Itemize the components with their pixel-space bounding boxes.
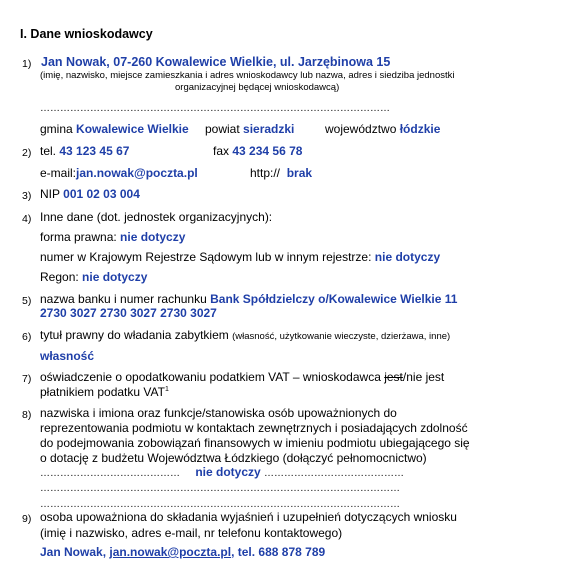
powiat-row <box>205 122 294 136</box>
regon-label: Regon: <box>40 270 79 284</box>
gmina-label: gmina <box>40 122 73 136</box>
title-value: własność <box>40 349 95 363</box>
regon-row <box>40 270 147 284</box>
tel-value: 43 123 45 67 <box>59 144 130 158</box>
item-number-1: 1) <box>22 58 32 70</box>
krs-row <box>40 250 440 264</box>
wojewodztwo-label: województwo <box>325 122 397 136</box>
vat-text-b: /nie jest <box>402 370 445 384</box>
gmina-row <box>40 122 189 136</box>
forma-label: forma prawna: <box>40 230 117 244</box>
applicant-hint-2: organizacyjnej będącej wnioskodawcą) <box>175 82 340 93</box>
vat-line-1 <box>40 370 444 384</box>
persons-value: nie dotyczy <box>195 465 261 479</box>
bank-label: nazwa banku i numer rachunku <box>40 292 207 306</box>
contact-person-line-1: osoba upoważniona do składania wyjaśnień i uzupełnień dotyczących wniosku <box>40 510 457 524</box>
item-number-5: 5) <box>22 295 32 307</box>
section-title: I. Dane wnioskodawcy <box>20 27 153 41</box>
fax-label: fax <box>213 144 230 158</box>
title-hint: (własność, użytkowanie wieczyste, dzierżawa, inne) <box>232 331 451 342</box>
applicant-address: Jan Nowak, 07-260 Kowalewice Wielkie, ul. Jarzębinowa 15 <box>41 55 391 69</box>
item-number-6: 6) <box>22 331 32 343</box>
title-row <box>40 328 450 342</box>
item-number-8: 8) <box>22 409 32 421</box>
tel-label: tel. <box>40 144 57 158</box>
tel-row <box>40 144 129 158</box>
bank-row <box>40 292 457 306</box>
wojewodztwo-value: łódzkie <box>399 122 441 136</box>
fax-row <box>213 144 302 158</box>
http-label: http:// <box>250 166 281 180</box>
item-number-3: 3) <box>22 190 32 202</box>
contact-person-row <box>40 545 325 559</box>
http-value: brak <box>286 166 313 180</box>
forma-row <box>40 230 185 244</box>
email-value: jan.nowak@poczta.pl <box>76 166 198 180</box>
persons-dots-b: …………………………………… <box>264 468 405 479</box>
persons-line-2: reprezentowania podmiotu w kontaktach zewnętrznych i posiadających zdolność <box>40 421 468 435</box>
applicant-hint-1: (imię, nazwisko, miejsce zamieszkania i adres wnioskodawcy lub nazwa, adres i siedziba jednostki <box>40 70 455 81</box>
regon-value: nie dotyczy <box>82 270 148 284</box>
item-number-9: 9) <box>22 513 32 525</box>
nip-value: 001 02 03 004 <box>63 187 140 201</box>
title-label: tytuł prawny do władania zabytkiem <box>40 328 229 342</box>
vat-text-a: oświadczenie o opodatkowaniu podatkiem VAT – wnioskodawca <box>40 370 381 384</box>
vat-line-2 <box>40 385 169 399</box>
persons-dots-a: …………………………………… <box>40 468 180 479</box>
krs-value: nie dotyczy <box>374 250 441 264</box>
wojewodztwo-row <box>325 122 440 136</box>
nip-label: NIP <box>40 187 60 201</box>
item-number-7: 7) <box>22 373 32 385</box>
persons-dotted-line-1: ……………………………………………………………………………………………… <box>40 483 400 494</box>
vat-struck-word: jest <box>384 370 403 384</box>
http-row <box>250 166 312 180</box>
krs-label: numer w Krajowym Rejestrze Sądowym lub w innym rejestrze: <box>40 250 372 264</box>
persons-line-4: o dotację z budżetu Województwa Łódzkiego (dołączyć pełnomocnictwo) <box>40 451 427 465</box>
contact-person-phone: , tel. 688 878 789 <box>231 545 326 559</box>
vat-line-2-text: płatnikiem podatku VAT <box>40 385 165 399</box>
email-label: e-mail: <box>40 166 77 180</box>
fax-value: 43 234 56 78 <box>232 144 303 158</box>
nip-row <box>40 187 140 201</box>
contact-person-line-2: (imię i nazwisko, adres e-mail, nr telefonu kontaktowego) <box>40 526 343 540</box>
contact-person-name: Jan Nowak, <box>40 545 107 559</box>
bank-name: Bank Spółdzielczy o/Kowalewice Wielkie 11 <box>210 292 458 306</box>
contact-person-email-link[interactable]: jan.nowak@poczta.pl <box>109 545 232 559</box>
item-number-2: 2) <box>22 147 32 159</box>
persons-line-3: do podejmowania zobowiązań finansowych w imieniu podmiotu ubiegającego się <box>40 436 470 450</box>
persons-dotted-line-2: ……………………………………………………………………………………………… <box>40 499 400 510</box>
powiat-value: sieradzki <box>243 122 295 136</box>
vat-footnote-mark: 1 <box>164 386 169 393</box>
persons-line-1: nazwiska i imiona oraz funkcje/stanowiska osób upoważnionych do <box>40 406 397 420</box>
email-row <box>40 166 198 180</box>
gmina-value: Kowalewice Wielkie <box>76 122 189 136</box>
persons-value-row <box>40 465 404 479</box>
forma-value: nie dotyczy <box>120 230 186 244</box>
other-data-label: Inne dane (dot. jednostek organizacyjnych): <box>40 210 273 224</box>
item-number-4: 4) <box>22 213 32 225</box>
bank-account: 2730 3027 2730 3027 2730 3027 <box>40 306 217 320</box>
applicant-dotted-line: …………………………………………………………………………………………… <box>40 103 390 114</box>
powiat-label: powiat <box>205 122 240 136</box>
